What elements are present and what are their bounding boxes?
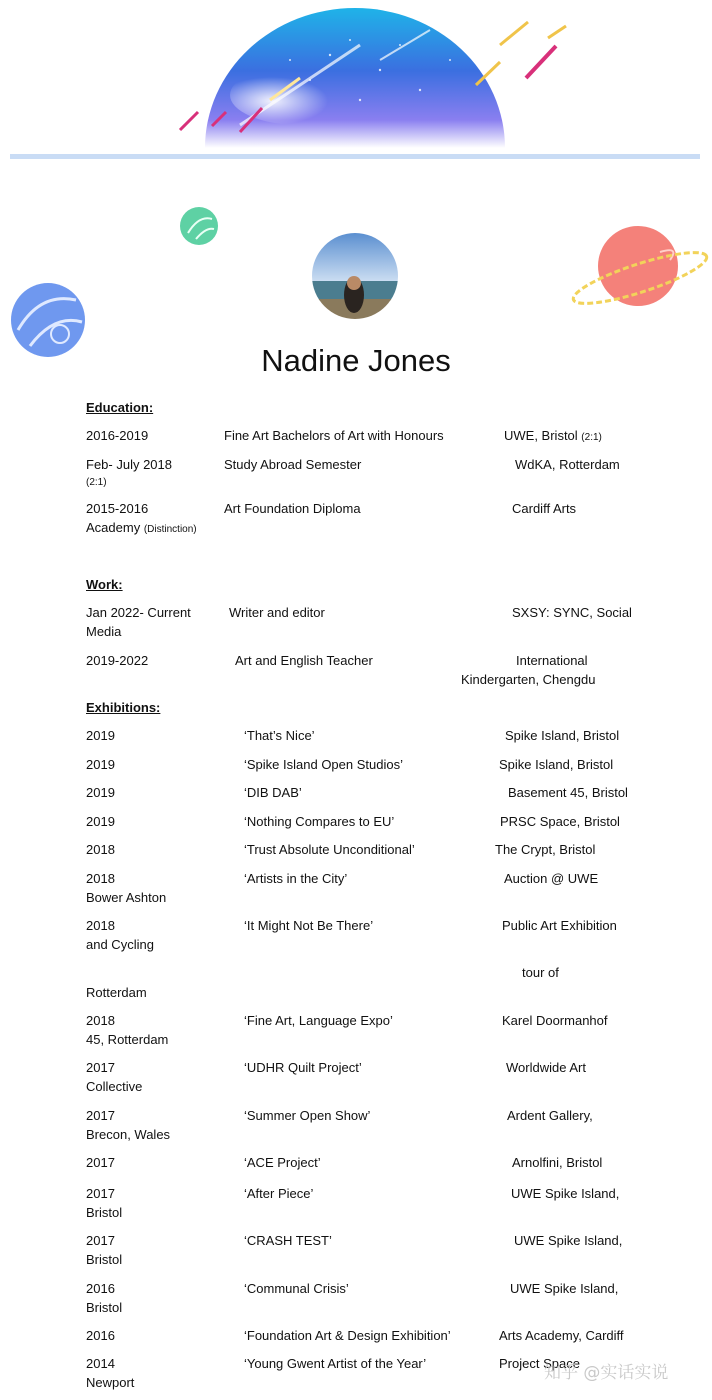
education-title: Art Foundation Diploma	[224, 501, 361, 516]
work-heading: Work:	[86, 577, 123, 592]
exhibition-title: ‘Trust Absolute Unconditional’	[244, 842, 415, 857]
exhibition-title: ‘Fine Art, Language Expo’	[244, 1013, 393, 1028]
exhibition-venue-wrap: Bower Ashton	[86, 890, 167, 905]
exhibition-year: 2018	[86, 871, 115, 886]
ringed-planet-icon	[570, 222, 710, 312]
education-place-wrap: Academy (Distinction)	[86, 520, 197, 535]
exhibition-venue: The Crypt, Bristol	[495, 842, 596, 857]
exhibition-year: 2017	[86, 1233, 115, 1248]
exhibition-title: ‘That’s Nice’	[244, 728, 315, 743]
exhibition-venue: Basement 45, Bristol	[508, 785, 628, 800]
exhibition-year: 2017	[86, 1155, 115, 1170]
work-date: Jan 2022- Current	[86, 605, 191, 620]
exhibition-venue-wrap: Rotterdam	[86, 985, 147, 1000]
exhibition-year: 2019	[86, 814, 115, 829]
page-title: Nadine Jones	[261, 343, 451, 378]
exhibition-venue: Project Space	[499, 1356, 580, 1371]
exhibition-year: 2018	[86, 1013, 115, 1028]
exhibition-venue: Karel Doormanhof	[502, 1013, 608, 1028]
exhibition-year: 2019	[86, 757, 115, 772]
exhibition-venue: Auction @ UWE	[504, 871, 599, 886]
exhibition-year: 2018	[86, 918, 115, 933]
exhibition-year: 2019	[86, 728, 115, 743]
exhibition-venue-wrap: Brecon, Wales	[86, 1127, 171, 1142]
work-place-wrap: Media	[86, 624, 122, 639]
exhibition-year: 2018	[86, 842, 115, 857]
education-date: 2015-2016	[86, 501, 149, 516]
exhibition-venue: UWE Spike Island,	[511, 1186, 620, 1201]
exhibition-venue-wrap: 45, Rotterdam	[86, 1032, 169, 1047]
exhibition-year: 2017	[86, 1108, 115, 1123]
exhibition-title: ‘ACE Project’	[244, 1155, 321, 1170]
education-heading: Education:	[86, 400, 154, 415]
exhibition-title: ‘After Piece’	[244, 1186, 314, 1201]
exhibition-year: 2019	[86, 785, 115, 800]
work-place: International	[516, 653, 588, 668]
exhibition-venue: Spike Island, Bristol	[499, 757, 614, 772]
education-place: UWE, Bristol (2:1)	[504, 428, 602, 443]
education-place: Cardiff Arts	[512, 501, 577, 516]
green-planet-icon	[178, 205, 220, 247]
exhibition-title: ‘Nothing Compares to EU’	[244, 814, 395, 829]
work-place: SXSY: SYNC, Social	[512, 605, 632, 620]
exhibition-venue: UWE Spike Island,	[510, 1281, 619, 1296]
exhibition-venue-wrap: and Cycling	[86, 937, 154, 952]
education-date: 2016-2019	[86, 428, 149, 443]
exhibition-year: 2017	[86, 1060, 115, 1075]
education-title: Fine Art Bachelors of Art with Honours	[224, 428, 444, 443]
exhibitions-heading: Exhibitions:	[86, 700, 161, 715]
exhibition-title: ‘DIB DAB’	[244, 785, 302, 800]
exhibition-title: ‘It Might Not Be There’	[244, 918, 374, 933]
exhibition-venue: Arnolfini, Bristol	[512, 1155, 603, 1170]
exhibition-venue: PRSC Space, Bristol	[500, 814, 620, 829]
work-date: 2019-2022	[86, 653, 149, 668]
exhibition-venue-wrap: Newport	[86, 1375, 135, 1390]
education-title: Study Abroad Semester	[224, 457, 362, 472]
education-grade: (Distinction)	[143, 524, 197, 535]
exhibition-title: ‘Young Gwent Artist of the Year’	[244, 1356, 427, 1371]
exhibition-year: 2014	[86, 1356, 115, 1371]
exhibition-venue: Arts Academy, Cardiff	[499, 1328, 624, 1343]
exhibition-venue: UWE Spike Island,	[514, 1233, 623, 1248]
exhibition-venue: Spike Island, Bristol	[505, 728, 620, 743]
exhibition-title: ‘Communal Crisis’	[244, 1281, 349, 1296]
education-place: WdKA, Rotterdam	[515, 457, 620, 472]
exhibition-venue: Ardent Gallery,	[507, 1108, 593, 1123]
exhibition-title: ‘CRASH TEST’	[244, 1233, 332, 1248]
exhibition-venue-wrap: Bristol	[86, 1252, 123, 1267]
exhibition-title: ‘Foundation Art & Design Exhibition’	[244, 1328, 451, 1343]
exhibition-venue-wrap: tour of	[522, 965, 559, 980]
exhibition-venue-wrap: Collective	[86, 1079, 143, 1094]
education-grade: (2:1)	[581, 432, 602, 443]
work-title: Art and English Teacher	[235, 653, 373, 668]
exhibition-year: 2016	[86, 1281, 115, 1296]
education-grade: (2:1)	[86, 477, 107, 488]
header-dome-graphic	[0, 0, 712, 170]
avatar	[312, 233, 398, 319]
education-date: Feb- July 2018	[86, 457, 172, 472]
work-title: Writer and editor	[229, 605, 325, 620]
exhibition-venue-wrap: Bristol	[86, 1205, 123, 1220]
exhibition-year: 2017	[86, 1186, 115, 1201]
work-place-wrap: Kindergarten, Chengdu	[461, 672, 596, 687]
exhibition-title: ‘Artists in the City’	[244, 871, 348, 886]
exhibition-title: ‘Spike Island Open Studios’	[244, 757, 403, 772]
exhibition-year: 2016	[86, 1328, 115, 1343]
watermark-text: 知乎 @实话实说	[544, 1363, 669, 1383]
exhibition-venue: Public Art Exhibition	[502, 918, 617, 933]
exhibition-title: ‘Summer Open Show’	[244, 1108, 371, 1123]
exhibition-venue-wrap: Bristol	[86, 1300, 123, 1315]
exhibition-title: ‘UDHR Quilt Project’	[244, 1060, 362, 1075]
exhibition-venue: Worldwide Art	[506, 1060, 586, 1075]
